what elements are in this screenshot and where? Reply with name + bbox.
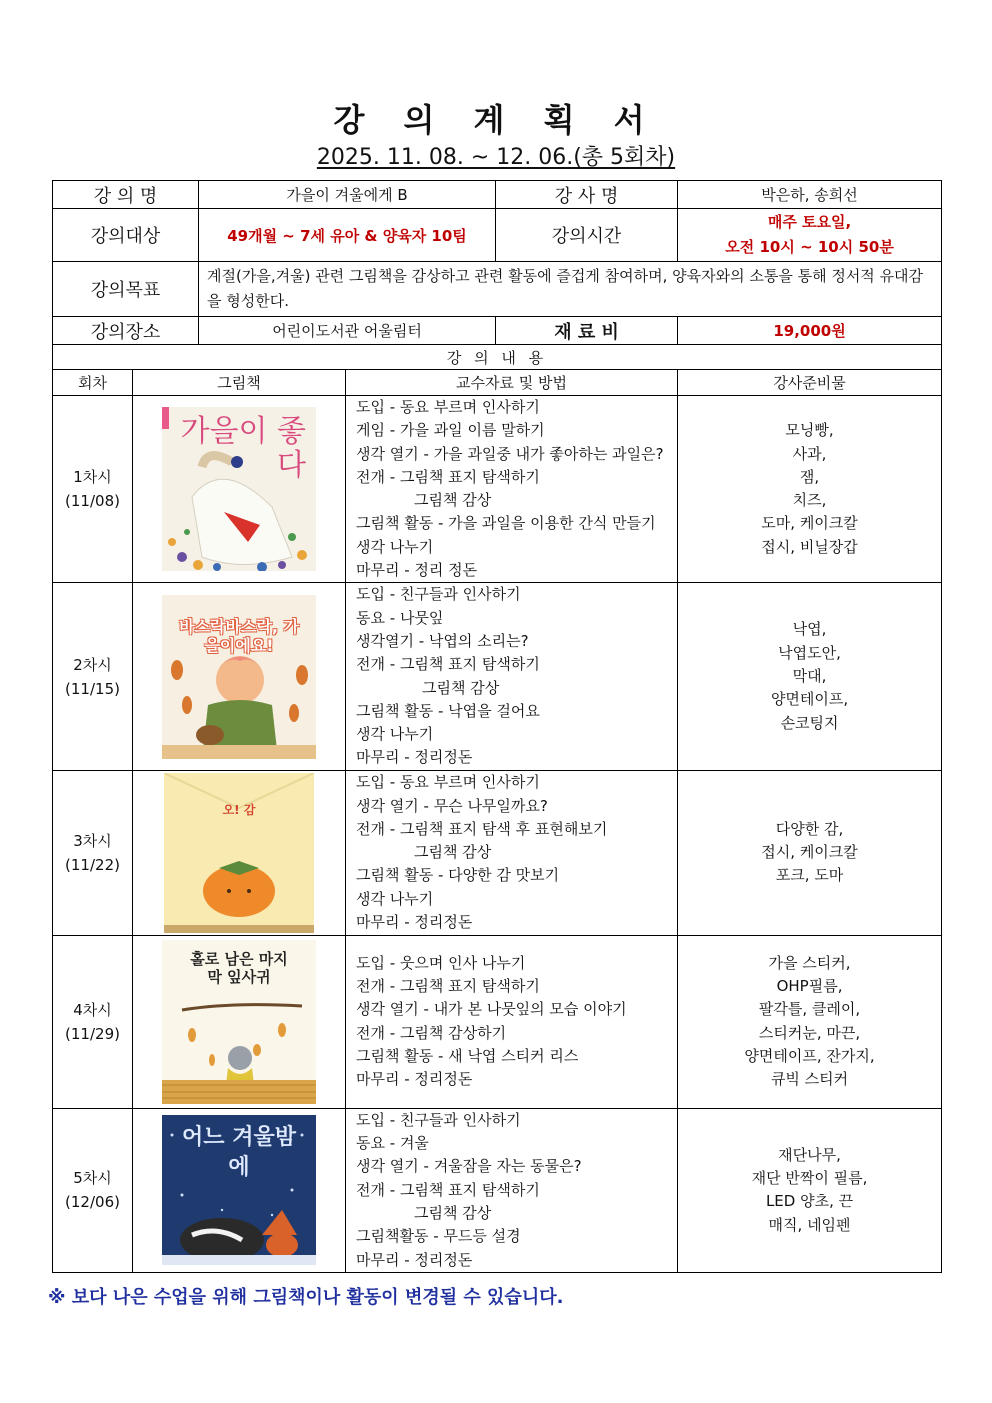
book-cover-cell	[133, 583, 346, 770]
prep-cell: 낙엽, 낙엽도안, 막대, 양면테이프, 손코팅지	[678, 583, 942, 770]
book-cover-title: 오! 감	[222, 802, 256, 817]
method-cell: 도입 - 웃으며 인사 나누기 전개 - 그림책 표지 탐색하기 생각 열기 - 내가 본 나뭇잎의 모습 이야기 전개 - 그림책 감상하기 그림책 활동 - 새 낙엽 스티커 리스 마무리 - 정리정돈	[346, 935, 678, 1108]
target-label: 강의대상	[53, 209, 199, 262]
book-cover-image	[162, 1115, 316, 1265]
place-value: 어린이도서관 어울림터	[199, 317, 496, 345]
session-row	[53, 583, 942, 770]
method-cell: 도입 - 친구들과 인사하기 동요 - 나뭇잎 생각열기 - 낙엽의 소리는? 전개 - 그림책 표지 탐색하기 그림책 감상 그림책 활동 - 낙엽을 걸어요 생각 나누기 마무리 - 정리정돈	[346, 583, 678, 770]
instructor-label: 강 사 명	[496, 181, 678, 209]
footer-note: ※ 보다 나은 수업을 위해 그림책이나 활동이 변경될 수 있습니다.	[48, 1287, 564, 1308]
book-cover-cell	[133, 770, 346, 935]
method-cell: 도입 - 동요 부르며 인사하기 생각 열기 - 무슨 나무일까요? 전개 - 그림책 표지 탐색 후 표현해보기 그림책 감상 그림책 활동 - 다양한 감 맛보기 생각 나누기 마무리 - 정리정돈	[346, 770, 678, 935]
goal-label: 강의목표	[53, 262, 199, 317]
prep-cell: 재단나무, 재단 반짝이 필름, LED 양초, 끈 매직, 네임펜	[678, 1108, 942, 1272]
session-number: 2차시 (11/15)	[53, 583, 133, 770]
book-cover-image	[162, 407, 316, 571]
lecture-plan-table	[52, 180, 942, 1273]
fee-label: 재 료 비	[496, 317, 678, 345]
goal-value: 계절(가을,겨울) 관련 그림책을 감상하고 관련 활동에 즐겁게 참여하며, 양육자와의 소통을 통해 정서적 유대감을 형성한다.	[199, 262, 942, 317]
prep-cell: 다양한 감, 접시, 케이크칼 포크, 도마	[678, 770, 942, 935]
book-cover-title: 어느 겨울밤에	[182, 1125, 296, 1181]
book-cover-title: 홀로 남은 마지막 잎사귀	[190, 949, 288, 986]
book-cover-cell	[133, 1108, 346, 1272]
book-cover-image	[162, 595, 316, 759]
session-row	[53, 396, 942, 583]
book-cover-image	[164, 773, 314, 933]
page-title: 강 의 계 획 서	[333, 101, 659, 139]
col-header-prep: 강사준비물	[678, 370, 942, 396]
book-cover-title: 바스락바스락, 가을이에요!	[179, 616, 299, 655]
session-row	[53, 935, 942, 1108]
session-number: 1차시 (11/08)	[53, 396, 133, 583]
section-title: 강 의 내 용	[53, 345, 942, 370]
session-row	[53, 1108, 942, 1272]
session-row	[53, 770, 942, 935]
place-label: 강의장소	[53, 317, 199, 345]
target-value: 49개월 ~ 7세 유아 & 양육자 10팀	[199, 209, 496, 262]
fee-value: 19,000원	[678, 317, 942, 345]
col-header-session: 회차	[53, 370, 133, 396]
book-cover-art	[164, 773, 314, 933]
instructor-value: 박은하, 송희선	[678, 181, 942, 209]
time-label: 강의시간	[496, 209, 678, 262]
book-cover-image	[162, 940, 316, 1104]
col-header-book: 그림책	[133, 370, 346, 396]
book-cover-cell	[133, 396, 346, 583]
prep-cell: 모닝빵, 사과, 잼, 치즈, 도마, 케이크칼 접시, 비닐장갑	[678, 396, 942, 583]
col-header-method: 교수자료 및 방법	[346, 370, 678, 396]
time-value: 매주 토요일, 오전 10시 ~ 10시 50분	[678, 209, 942, 262]
book-cover-cell	[133, 935, 346, 1108]
book-cover-title: 가을이 좋다	[180, 414, 306, 484]
lecture-name-value: 가을이 겨울에게 B	[199, 181, 496, 209]
prep-cell: 가을 스티커, OHP필름, 팔각틀, 클레이, 스티커눈, 마끈, 양면테이프, 잔가지, 큐빅 스티커	[678, 935, 942, 1108]
session-number: 3차시 (11/22)	[53, 770, 133, 935]
method-cell: 도입 - 친구들과 인사하기 동요 - 겨울 생각 열기 - 겨울잠을 자는 동물은? 전개 - 그림책 표지 탐색하기 그림책 감상 그림책활동 - 무드등 설경 마무리 - 정리정돈	[346, 1108, 678, 1272]
session-number: 4차시 (11/29)	[53, 935, 133, 1108]
lecture-name-label: 강 의 명	[53, 181, 199, 209]
page-subtitle: 2025. 11. 08. ~ 12. 06.(총 5회차)	[316, 145, 676, 170]
method-cell: 도입 - 동요 부르며 인사하기 게임 - 가을 과일 이름 말하기 생각 열기 - 가을 과일중 내가 좋아하는 과일은? 전개 - 그림책 표지 탐색하기 그림책 감상 그림책 활동 - 가을 과일을 이용한 간식 만들기 생각 나누기 마무리 - 정리 정돈	[346, 396, 678, 583]
session-number: 5차시 (12/06)	[53, 1108, 133, 1272]
